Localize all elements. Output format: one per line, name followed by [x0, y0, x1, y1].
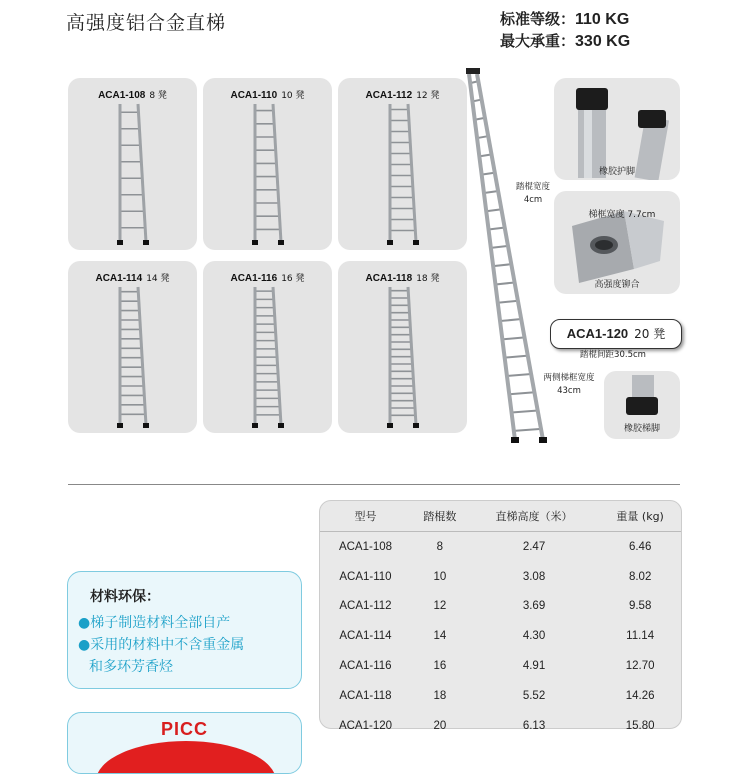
table-cell: 10	[433, 570, 447, 583]
card-model: ACA1-110	[230, 90, 278, 101]
ladder-rung	[491, 246, 509, 248]
ladder-rung	[507, 374, 532, 376]
picc-logo-text: PICC	[160, 719, 208, 739]
rubber-cap-caption: 橡胶护脚	[598, 167, 635, 177]
ladder-rail	[273, 287, 281, 425]
product-card	[338, 78, 467, 250]
side-width-note	[536, 372, 602, 398]
feature-rubber-cap	[554, 78, 680, 180]
table-cell: 18	[433, 689, 447, 702]
table-cell: 16	[433, 660, 447, 673]
eco-line: 和多环芳香烃	[89, 659, 173, 675]
ladder-rail	[138, 104, 146, 242]
table-cell: 2.47	[522, 540, 546, 553]
ladder-illustration	[68, 78, 197, 250]
table-cell: ACA1-114	[339, 630, 392, 643]
rung-spacing-note: 踏棍间距30.5cm	[580, 350, 646, 360]
table-row	[320, 681, 681, 711]
spec-standard-value: 110 KG	[575, 11, 630, 28]
column-header: 重量 (kg)	[616, 510, 664, 523]
frame-width-caption: 梯框宽度 7.7cm	[588, 210, 656, 220]
card-steps: 18 凳	[416, 274, 440, 284]
table-cell: ACA1-120	[338, 719, 393, 732]
ladder-foot	[413, 240, 419, 245]
ladder-rung	[502, 337, 524, 339]
ladder-foot	[511, 437, 519, 443]
rubber-foot-caption: 橡胶梯脚	[623, 424, 660, 434]
table-row	[320, 562, 681, 592]
ladder-foot	[252, 240, 258, 245]
ladder-rung	[495, 282, 515, 284]
ladder-rung	[512, 411, 539, 413]
table-cell: 12	[433, 600, 447, 613]
table-cell: ACA1-110	[339, 570, 392, 583]
spec-standard	[500, 8, 629, 29]
card-model: ACA1-112	[365, 90, 413, 101]
table-cell: 6.46	[628, 540, 652, 553]
ladder-rung	[514, 429, 542, 431]
ladder-foot	[278, 240, 284, 245]
table-row	[320, 711, 681, 741]
spec-table	[319, 500, 682, 732]
table-cell: 4.91	[522, 660, 546, 673]
table-cell: 12.70	[625, 660, 655, 673]
column-header: 直梯高度（米）	[495, 510, 573, 523]
column-header: 踏棍数	[423, 510, 457, 523]
ladder-illustration	[68, 261, 197, 433]
product-card	[338, 261, 467, 433]
card-steps: 14 凳	[146, 274, 170, 284]
table-cell: 5.52	[522, 689, 546, 702]
card-model: ACA1-114	[95, 273, 143, 284]
ladder-foot	[387, 423, 393, 428]
spec-standard-label: 标准等级：	[500, 10, 576, 28]
table-cell: 8.02	[628, 570, 652, 583]
ladder-rung	[505, 356, 529, 358]
featured-model: ACA1-120	[566, 326, 629, 341]
rung-width-note	[508, 181, 558, 207]
table-cell: ACA1-118	[339, 689, 392, 702]
table-cell: 14	[433, 630, 447, 643]
spec-table-grid	[320, 501, 681, 741]
table-cell: 9.58	[628, 600, 652, 613]
ladder-illustration	[338, 261, 467, 433]
ladder-foot	[413, 423, 419, 428]
product-card	[203, 78, 332, 250]
spec-max-load-label: 最大承重：	[500, 32, 576, 50]
table-cell: ACA1-116	[339, 660, 392, 673]
table-cell: ACA1-112	[339, 600, 392, 613]
spec-max-load-value: 330 KG	[575, 33, 631, 50]
ladder-foot	[252, 423, 258, 428]
ladder-rail	[408, 104, 416, 242]
section-divider	[68, 484, 680, 485]
table-header-row	[320, 501, 681, 532]
ladder-foot	[539, 437, 547, 443]
eco-title: 材料环保：	[90, 589, 160, 605]
product-card	[68, 261, 197, 433]
ladder-illustration	[203, 261, 332, 433]
card-model: ACA1-118	[365, 273, 413, 284]
table-cell: 6.13	[522, 719, 546, 732]
featured-steps: 20 凳	[634, 327, 666, 341]
card-steps: 16 凳	[281, 274, 305, 284]
ladder-foot	[117, 423, 123, 428]
ladder-illustration	[203, 78, 332, 250]
rung-width-value: 4cm	[523, 195, 543, 205]
ladder-foot	[117, 240, 123, 245]
table-cell: 8	[436, 540, 444, 553]
spec-max-load	[500, 30, 630, 51]
ladder-foot	[278, 423, 284, 428]
ladder-foot	[143, 423, 149, 428]
eco-line: ●采用的材料中不含重金属	[78, 637, 245, 653]
rivet-caption: 高强度铆合	[594, 280, 640, 290]
table-cell: 3.69	[522, 600, 546, 613]
ladder-rung	[500, 319, 522, 321]
feature-rivet	[554, 191, 680, 294]
ladder-illustration	[338, 78, 467, 250]
rung-width-label: 踏棍宽度	[515, 182, 550, 192]
table-cell: ACA1-108	[338, 540, 393, 553]
picc-logo-icon	[96, 741, 276, 774]
ladder-cap	[466, 68, 480, 74]
table-cell: 11.14	[626, 630, 655, 643]
table-cell: 14.26	[625, 689, 655, 702]
page-title: 高强度铝合金直梯	[66, 12, 227, 34]
picc-box	[67, 712, 302, 774]
table-row	[320, 651, 681, 681]
table-row	[320, 592, 681, 622]
ladder-foot	[143, 240, 149, 245]
ladder-rung	[498, 301, 519, 303]
featured-model-tag	[550, 319, 682, 349]
card-steps: 10 凳	[281, 91, 305, 101]
table-row	[320, 532, 681, 562]
eco-info-box	[67, 571, 302, 689]
feature-rubber-foot	[604, 371, 680, 439]
card-model: ACA1-116	[230, 273, 278, 284]
table-cell: 3.08	[522, 570, 546, 583]
ladder-foot	[387, 240, 393, 245]
eco-line: ●梯子制造材料全部自产	[78, 615, 231, 631]
column-header: 型号	[354, 510, 377, 523]
ladder-rung	[493, 264, 512, 266]
ladder-rung	[489, 228, 506, 230]
table-cell: 4.30	[522, 630, 546, 643]
side-width-value: 43cm	[557, 386, 581, 396]
ladder-rung	[509, 392, 535, 394]
ladder-rail	[273, 104, 281, 242]
card-model: ACA1-108	[98, 90, 146, 101]
card-steps: 8 凳	[149, 91, 167, 101]
table-cell: 15.80	[625, 719, 655, 732]
table-cell: 20	[433, 719, 447, 732]
table-row	[320, 621, 681, 651]
product-card	[68, 78, 197, 250]
product-card	[203, 261, 332, 433]
side-width-label: 两侧梯框宽度	[543, 373, 595, 383]
card-steps: 12 凳	[416, 91, 440, 101]
